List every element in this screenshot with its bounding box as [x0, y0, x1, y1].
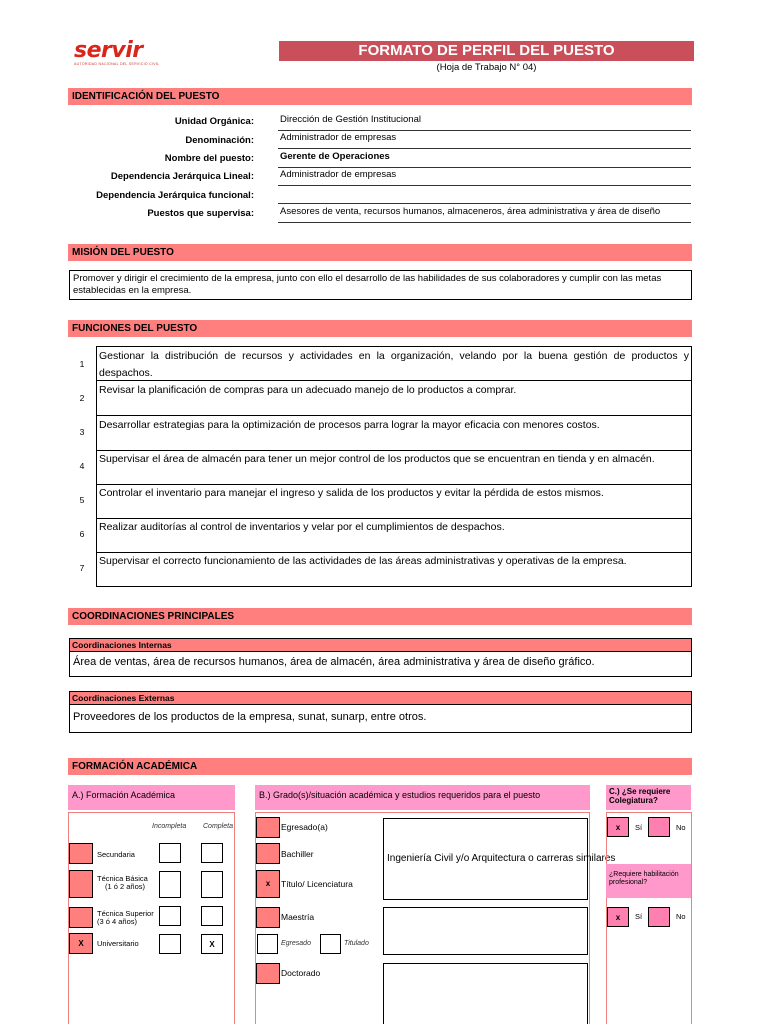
secundaria-completa-checkbox[interactable]	[201, 843, 223, 863]
tecnica-superior-completa-checkbox[interactable]	[201, 906, 223, 926]
nivel-secundaria-label: Secundaria	[97, 850, 135, 859]
nivel-tecnica-basica-marker[interactable]	[69, 870, 93, 898]
logo-text: servir	[74, 38, 143, 63]
funcion-row[interactable]: Realizar auditorías al control de inventarios y velar por el cumplimientos de despachos.	[96, 518, 692, 553]
grado-maestria-label: Maestría	[281, 912, 315, 922]
doctorado-field[interactable]	[383, 963, 588, 1024]
field-nombre-puesto[interactable]: Gerente de Operaciones	[278, 150, 691, 168]
logo-subtitle: AUTORIDAD NACIONAL DEL SERVICIO CIVIL	[74, 62, 160, 66]
maestria-field[interactable]	[383, 907, 588, 955]
maestria-egresado-label: Egresado	[281, 940, 311, 947]
colegiatura-no-checkbox[interactable]	[648, 817, 670, 837]
funcion-number: 2	[79, 393, 85, 403]
funcion-number: 7	[79, 563, 85, 573]
formacion-b-header: B.) Grado(s)/situación académica y estudios requeridos para el puesto	[255, 785, 590, 810]
grado-titulo-label: Título/ Licenciatura	[281, 879, 353, 889]
section-formacion: FORMACIÓN ACADÉMICA	[68, 758, 692, 775]
mision-text[interactable]: Promover y dirigir el crecimiento de la empresa, junto con ello el desarrollo de las habilidades de sus colaboradores y cumplir con las metas establecidas en la empresa.	[69, 270, 692, 300]
funcion-row[interactable]: Controlar el inventario para manejar el ingreso y salida de los productos y evitar la pérdida de estos mismos.	[96, 484, 692, 519]
grado-bachiller-checkbox[interactable]	[256, 843, 280, 864]
label-denominacion: Denominación:	[185, 135, 254, 146]
coordinaciones-externas-header: Coordinaciones Externas	[69, 691, 692, 705]
maestria-egresado-checkbox[interactable]	[257, 934, 278, 954]
nivel-secundaria-marker[interactable]	[69, 843, 93, 864]
colegiatura-si-label: Sí	[635, 823, 643, 832]
maestria-titulado-label: Titulado	[344, 940, 369, 947]
grado-doctorado-label: Doctorado	[281, 968, 321, 978]
formacion-a-header: A.) Formación Académica	[68, 785, 235, 810]
carrera-requerida-field[interactable]: Ingeniería Civil y/o Arquitectura o carreras similares	[383, 818, 588, 900]
label-puestos-supervisa: Puestos que supervisa:	[147, 208, 254, 219]
field-denominacion[interactable]: Administrador de empresas	[278, 131, 691, 149]
grado-titulo-checkbox[interactable]: x	[256, 870, 280, 898]
funcion-row[interactable]: Supervisar el área de almacén para tener un mejor control de los productos que se encuentran en tienda y en almacén.	[96, 450, 692, 485]
habilitacion-si-label: Sí	[635, 912, 643, 921]
page-subtitle: (Hoja de Trabajo N° 04)	[436, 62, 537, 73]
field-dependencia-funcional[interactable]	[278, 186, 691, 204]
tecnica-basica-incompleta-checkbox[interactable]	[159, 871, 181, 898]
coordinaciones-externas-text[interactable]: Proveedores de los productos de la empresa, sunat, sunarp, entre otros.	[69, 705, 692, 733]
universitario-incompleta-checkbox[interactable]	[159, 934, 181, 954]
section-funciones: FUNCIONES DEL PUESTO	[68, 320, 692, 337]
habilitacion-no-checkbox[interactable]	[648, 907, 670, 927]
funcion-number: 6	[79, 529, 85, 539]
label-dependencia-lineal: Dependencia Jerárquica Lineal:	[110, 171, 254, 182]
label-nombre-puesto: Nombre del puesto:	[164, 153, 254, 164]
universitario-completa-checkbox[interactable]: X	[201, 934, 223, 954]
servir-logo	[74, 40, 174, 68]
field-puestos-supervisa[interactable]: Asesores de venta, recursos humanos, almaceneros, área administrativa y área de diseño	[278, 205, 691, 223]
page-title: FORMATO DE PERFIL DEL PUESTO	[279, 41, 694, 61]
grado-bachiller-label: Bachiller	[281, 849, 314, 859]
habilitacion-si-checkbox[interactable]: x	[607, 907, 629, 927]
nivel-universitario-label: Universitario	[97, 939, 139, 948]
funcion-row[interactable]: Supervisar el correcto funcionamiento de las actividades de las áreas administrativas y operativas de la empresa.	[96, 552, 692, 587]
maestria-titulado-checkbox[interactable]	[320, 934, 341, 954]
grado-maestria-checkbox[interactable]	[256, 907, 280, 928]
field-unidad-organica[interactable]: Dirección de Gestión Institucional	[278, 113, 691, 131]
tecnica-superior-incompleta-checkbox[interactable]	[159, 906, 181, 926]
nivel-tecnica-basica-label: Técnica Básica	[97, 874, 148, 883]
habilitacion-no-label: No	[676, 912, 686, 921]
nivel-tecnica-superior-marker[interactable]	[69, 907, 93, 928]
funcion-row[interactable]: Desarrollar estrategias para la optimización de procesos parra lograr la mayor eficacia con menores costos.	[96, 416, 692, 451]
col-incompleta-label: Incompleta	[152, 823, 187, 830]
grado-egresado-checkbox[interactable]	[256, 817, 280, 838]
colegiatura-no-label: No	[676, 823, 686, 832]
funcion-row[interactable]: Revisar la planificación de compras para un adecuado manejo de lo productos a comprar.	[96, 381, 692, 416]
section-identificacion: IDENTIFICACIÓN DEL PUESTO	[68, 88, 692, 105]
colegiatura-header: C.) ¿Se requiere Colegiatura?	[606, 785, 691, 810]
grado-doctorado-checkbox[interactable]	[256, 963, 280, 984]
label-dependencia-funcional: Dependencia Jerárquica funcional:	[96, 190, 254, 201]
funcion-number: 4	[79, 461, 85, 471]
tecnica-basica-completa-checkbox[interactable]	[201, 871, 223, 898]
col-completa-label: Completa	[203, 823, 233, 830]
section-mision: MISIÓN DEL PUESTO	[68, 244, 692, 261]
coordinaciones-internas-text[interactable]: Área de ventas, área de recursos humanos, área de almacén, área administrativa y área de diseño gráfico.	[69, 652, 692, 677]
nivel-tecnica-basica-duration: (1 ó 2 años)	[105, 882, 146, 891]
secundaria-incompleta-checkbox[interactable]	[159, 843, 181, 863]
habilitacion-header: ¿Requiere habilitación profesional?	[606, 864, 691, 898]
nivel-tecnica-superior-label: Técnica Superior	[97, 909, 154, 918]
label-unidad-organica: Unidad Orgánica:	[174, 116, 254, 127]
funcion-row[interactable]: Gestionar la distribución de recursos y actividades en la organización, velando por la buena gestión de productos y despachos.	[96, 346, 692, 381]
nivel-universitario-marker[interactable]: X	[69, 933, 93, 954]
funcion-number: 5	[79, 495, 85, 505]
section-coordinaciones: COORDINACIONES PRINCIPALES	[68, 608, 692, 625]
nivel-tecnica-superior-duration: (3 ó 4 años)	[97, 917, 138, 926]
coordinaciones-internas-header: Coordinaciones Internas	[69, 638, 692, 652]
grado-egresado-label: Egresado(a)	[281, 822, 328, 832]
field-dependencia-lineal[interactable]: Administrador de empresas	[278, 168, 691, 186]
funcion-number: 3	[79, 427, 85, 437]
colegiatura-si-checkbox[interactable]: x	[607, 817, 629, 837]
funcion-number: 1	[79, 359, 85, 369]
